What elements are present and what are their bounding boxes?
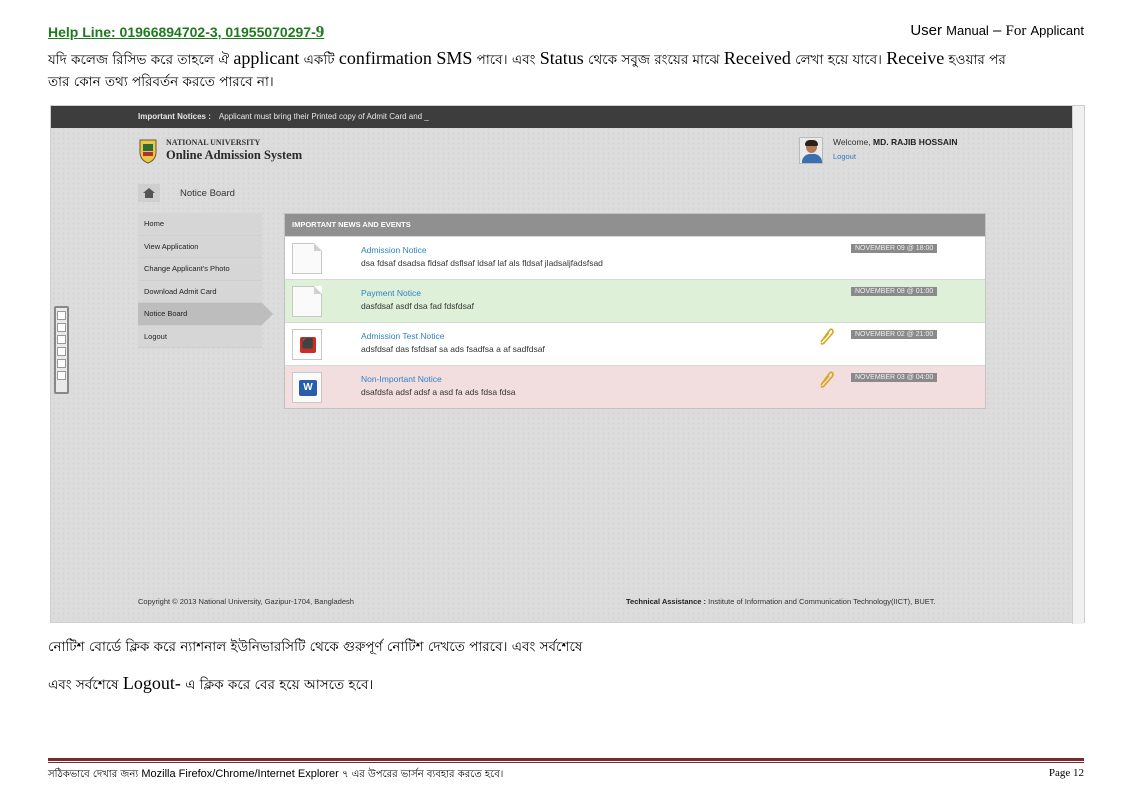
technical-assistance	[626, 597, 936, 606]
sidebar-menu	[138, 213, 262, 348]
news-panel	[284, 213, 986, 409]
intro-term: Received	[723, 48, 791, 68]
news-body: dasfdsaf asdf dsa fad fdsfdsaf	[361, 301, 474, 311]
important-notice-bar	[51, 106, 1073, 128]
news-title[interactable]: Payment Notice	[361, 288, 421, 298]
user-name: MD. RAJIB HOSSAIN	[873, 137, 958, 147]
paragraph-text: এ ক্লিক করে বের হয়ে আসতে হবে।	[180, 677, 374, 693]
paragraph-text: নোটিশ বোর্ডে ক্লিক করে ন্যাশনাল ইউনিভারসিটি থেকে গুরুপূর্ণ নোটিশ দেখতে পারবে। এবং সর্বশেষে	[48, 639, 583, 655]
tech-label: Technical Assistance :	[626, 597, 709, 606]
manual-title-user: User	[910, 22, 942, 39]
breadcrumb-current: Notice Board	[180, 188, 235, 199]
paragraph-text: এবং সর্বশেষে	[48, 677, 123, 693]
manual-title-for: For	[1005, 23, 1027, 39]
footer-text: ৭ এর উপরের ভার্সন ব্যবহার করতে হবে।	[338, 769, 504, 780]
portal-screenshot	[50, 105, 1085, 623]
welcome-prefix: Welcome,	[833, 137, 873, 147]
notice-text: Applicant must bring their Printed copy of Admit Card and _	[218, 112, 429, 121]
toolbar-slot-icon[interactable]	[57, 335, 66, 344]
news-body: dsafdsfa adsf adsf a asd fa ads fdsa fdsa	[361, 387, 516, 397]
toolbar-slot-icon[interactable]	[57, 347, 66, 356]
news-item[interactable]	[285, 322, 985, 365]
document-header	[48, 20, 1084, 42]
news-date-badge: NOVEMBER 08 @ 01:00	[851, 287, 937, 296]
copyright-text: Copyright © 2013 National University, Gazipur-1704, Bangladesh	[138, 597, 354, 606]
helpline-numbers: Help Line: 01966894702-3, 01955070297-	[48, 24, 316, 40]
news-body: adsfdsaf das fsfdsaf sa ads fsadfsa a af sadfdsaf	[361, 344, 545, 354]
manual-title-word: Manual	[946, 23, 989, 38]
manual-title-dash: –	[988, 22, 1006, 39]
university-crest-icon	[138, 138, 158, 164]
intro-text: লেখা হয়ে যাবে।	[790, 52, 887, 68]
footer-text: সঠিকভাবে দেখার জন্য	[48, 769, 142, 780]
side-toolbar[interactable]	[54, 306, 69, 394]
sidebar-item-change-photo[interactable]: Change Applicant's Photo	[138, 258, 262, 281]
manual-title-applicant: Applicant	[1030, 23, 1084, 38]
home-icon[interactable]	[138, 184, 160, 202]
manual-title	[910, 22, 1084, 40]
intro-term: applicant	[233, 48, 300, 68]
brand-university: NATIONAL UNIVERSITY	[166, 138, 261, 147]
toolbar-slot-icon[interactable]	[57, 323, 66, 332]
sidebar-item-download-admit-card[interactable]: Download Admit Card	[138, 281, 262, 304]
notice-board-paragraph	[48, 636, 1088, 658]
header-logout-link[interactable]: Logout	[833, 152, 856, 161]
sidebar-item-view-application[interactable]: View Application	[138, 236, 262, 259]
toolbar-slot-icon[interactable]	[57, 359, 66, 368]
sidebar-item-notice-board[interactable]: Notice Board	[138, 303, 262, 326]
intro-paragraph	[48, 47, 1088, 93]
intro-text: একটি	[299, 52, 339, 68]
intro-term: Status	[539, 48, 584, 68]
welcome-text	[833, 137, 958, 147]
brand-system-name: Online Admission System	[166, 148, 303, 162]
intro-term: confirmation SMS	[338, 48, 473, 68]
breadcrumb	[138, 184, 258, 204]
intro-text: থেকে সবুজ রংয়ের মাঝে	[583, 52, 724, 68]
news-item[interactable]	[285, 365, 985, 408]
sidebar-item-home[interactable]: Home	[138, 213, 262, 236]
footer-divider	[48, 758, 1084, 763]
toolbar-slot-icon[interactable]	[57, 371, 66, 380]
tech-text: Institute of Information and Communication Technology(IICT), BUET.	[708, 597, 936, 606]
news-panel-header: IMPORTANT NEWS AND EVENTS	[285, 214, 985, 236]
page-number: Page 12	[1048, 767, 1084, 779]
news-item[interactable]	[285, 236, 985, 279]
news-date-badge: NOVEMBER 03 @ 04:00	[851, 373, 937, 382]
news-date-badge: NOVEMBER 09 @ 18:00	[851, 244, 937, 253]
news-item[interactable]	[285, 279, 985, 322]
document-icon	[292, 286, 322, 317]
helpline-text	[48, 22, 324, 42]
intro-term: Receive	[886, 48, 945, 68]
word-icon: W	[292, 372, 322, 403]
news-date-badge: NOVEMBER 02 @ 21:00	[851, 330, 937, 339]
intro-text: যদি কলেজ রিসিভ করে তাহলে ঐ	[48, 52, 234, 68]
news-title[interactable]: Admission Notice	[361, 245, 427, 255]
news-body: dsa fdsaf dsadsa fldsaf dsflsaf ldsaf laf als fldsaf jladsaljfadsfsad	[361, 258, 603, 268]
intro-text: পাবে। এবং	[472, 52, 540, 68]
paragraph-term: Logout-	[122, 673, 181, 693]
intro-text: হওয়ার পর	[944, 52, 1006, 68]
helpline-last-digit: 9	[315, 22, 325, 41]
news-title[interactable]: Admission Test Notice	[361, 331, 445, 341]
attachment-icon[interactable]	[818, 327, 834, 345]
sidebar-item-logout[interactable]: Logout	[138, 326, 262, 349]
scrollbar[interactable]	[1072, 106, 1084, 624]
toolbar-slot-icon[interactable]	[57, 311, 66, 320]
document-icon	[292, 243, 322, 274]
logout-paragraph	[48, 672, 1088, 696]
news-title[interactable]: Non-Important Notice	[361, 374, 442, 384]
attachment-icon[interactable]	[818, 370, 834, 388]
intro-text: তার কোন তথ্য পরিবর্তন করতে পারবে না।	[48, 74, 274, 90]
avatar	[799, 137, 823, 164]
footer-browsers: Mozilla Firefox/Chrome/Internet Explorer	[141, 768, 339, 780]
browser-requirement-note	[48, 767, 503, 784]
pdf-icon: ⬛	[292, 329, 322, 360]
notice-label: Important Notices :	[138, 112, 211, 121]
